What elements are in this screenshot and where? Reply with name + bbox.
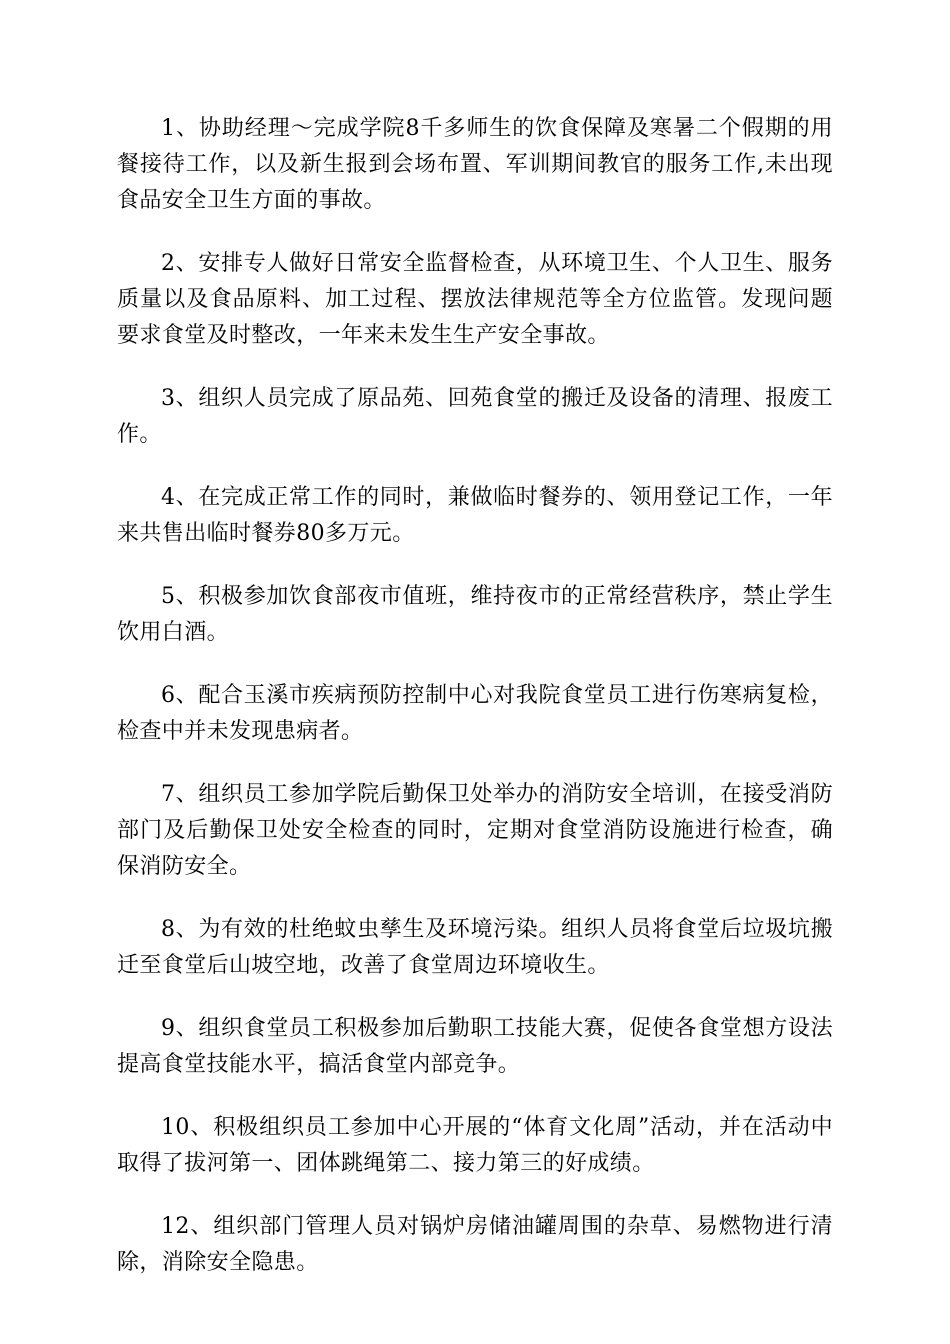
document-body: [117, 111, 833, 1308]
paragraph-8: 8、为有效的杜绝蚊虫孳生及环境污染。组织人员将食堂后垃圾坑搬迁至食堂后山坡空地，改善了食堂周边环境收生。: [117, 917, 833, 978]
paragraph-7: 7、组织员工参加学院后勤保卫处举办的消防安全培训，在接受消防部门及后勤保卫处安全检查的同时，定期对食堂消防设施进行检查，确保消防安全。: [117, 782, 833, 879]
paragraph-6: 6、配合玉溪市疾病预防控制中心对我院食堂员工进行伤寒病复检，检查中并未发现患病者。: [117, 683, 833, 744]
paragraph-9: 9、组织食堂员工积极参加后勤职工技能大赛，促使各食堂想方设法提高食堂技能水平，搞活食堂内部竞争。: [117, 1016, 833, 1077]
paragraph-3: 3、组织人员完成了原品苑、回苑食堂的搬迁及设备的清理、报废工作。: [117, 386, 833, 447]
paragraph-12: 12、组织部门管理人员对锅炉房储油罐周围的杂草、易燃物进行清除，消除安全隐患。: [117, 1214, 833, 1275]
paragraph-10: 10、积极组织员工参加中心开展的“体育文化周”活动，并在活动中取得了拔河第一、团体跳绳第二、接力第三的好成绩。: [117, 1115, 833, 1176]
paragraph-4: 4、在完成正常工作的同时，兼做临时餐券的、领用登记工作，一年来共售出临时餐券80多万元。: [117, 485, 833, 546]
paragraph-2: 2、安排专人做好日常安全监督检查，从环境卫生、个人卫生、服务质量以及食品原料、加工过程、摆放法律规范等全方位监管。发现问题要求食堂及时整改，一年来未发生生产安全事故。: [117, 251, 833, 348]
paragraph-1: 1、协助经理～完成学院8千多师生的饮食保障及寒暑二个假期的用餐接待工作，以及新生报到会场布置、军训期间教官的服务工作,未出现食品安全卫生方面的事故。: [117, 116, 833, 213]
paragraph-5: 5、积极参加饮食部夜市值班，维持夜市的正常经营秩序，禁止学生饮用白酒。: [117, 584, 833, 645]
